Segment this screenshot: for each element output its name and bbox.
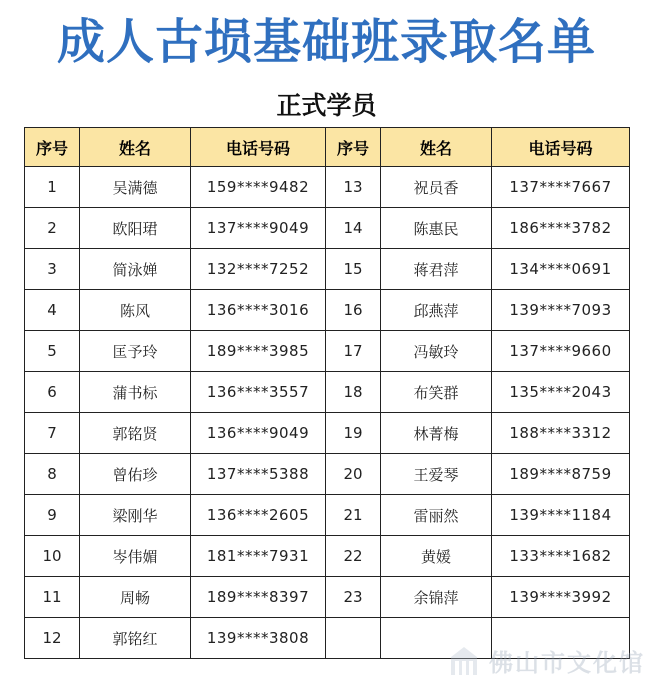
cell-phone: 136****3557 [191, 372, 326, 413]
cell-phone: 137****5388 [191, 454, 326, 495]
cell-phone: 135****2043 [492, 372, 630, 413]
cell-name: 黄媛 [381, 536, 492, 577]
cell-phone [492, 618, 630, 659]
cell-number: 18 [326, 372, 381, 413]
cell-number: 11 [25, 577, 80, 618]
column-header-phone: 电话号码 [492, 128, 630, 167]
cell-name: 布笑群 [381, 372, 492, 413]
table-row [25, 372, 630, 413]
table-row [25, 331, 630, 372]
cell-name: 曾佑珍 [80, 454, 191, 495]
cell-name: 冯敏玲 [381, 331, 492, 372]
cell-number: 20 [326, 454, 381, 495]
cell-number: 12 [25, 618, 80, 659]
table-row [25, 290, 630, 331]
cell-phone: 189****8759 [492, 454, 630, 495]
table-row [25, 208, 630, 249]
header-row [25, 128, 630, 167]
cell-number [326, 618, 381, 659]
cell-phone: 139****1184 [492, 495, 630, 536]
cell-number: 17 [326, 331, 381, 372]
cell-number: 5 [25, 331, 80, 372]
cell-name: 郭铭贤 [80, 413, 191, 454]
column-header-number: 序号 [25, 128, 80, 167]
cell-name [381, 618, 492, 659]
cell-name: 周畅 [80, 577, 191, 618]
cell-phone: 136****2605 [191, 495, 326, 536]
cell-number: 9 [25, 495, 80, 536]
cell-number: 6 [25, 372, 80, 413]
cell-name: 林菁梅 [381, 413, 492, 454]
cell-number: 16 [326, 290, 381, 331]
cell-phone: 137****7667 [492, 167, 630, 208]
cell-phone: 139****3808 [191, 618, 326, 659]
cell-name: 蒋君萍 [381, 249, 492, 290]
cell-name: 匡予玲 [80, 331, 191, 372]
cell-name: 简泳婵 [80, 249, 191, 290]
cell-phone: 132****7252 [191, 249, 326, 290]
page-title: 成人古埙基础班录取名单 [56, 14, 596, 70]
watermark-text: 佛山市文化馆 [489, 647, 645, 677]
cell-name: 邱燕萍 [381, 290, 492, 331]
cell-number: 7 [25, 413, 80, 454]
cell-number: 2 [25, 208, 80, 249]
roster-body [25, 167, 630, 659]
cell-number: 19 [326, 413, 381, 454]
column-header-phone: 电话号码 [191, 128, 326, 167]
cell-phone: 159****9482 [191, 167, 326, 208]
column-header-number: 序号 [326, 128, 381, 167]
cell-phone: 137****9660 [492, 331, 630, 372]
table-row [25, 413, 630, 454]
cell-number: 14 [326, 208, 381, 249]
cell-number: 23 [326, 577, 381, 618]
cell-phone: 134****0691 [492, 249, 630, 290]
cell-number: 1 [25, 167, 80, 208]
cell-number: 22 [326, 536, 381, 577]
cell-name: 梁刚华 [80, 495, 191, 536]
table-row [25, 249, 630, 290]
cell-phone: 139****7093 [492, 290, 630, 331]
cell-phone: 189****3985 [191, 331, 326, 372]
cell-name: 祝员香 [381, 167, 492, 208]
table-row [25, 454, 630, 495]
cell-number: 4 [25, 290, 80, 331]
cell-name: 陈惠民 [381, 208, 492, 249]
cell-phone: 181****7931 [191, 536, 326, 577]
column-header-name: 姓名 [80, 128, 191, 167]
table-row [25, 618, 630, 659]
cell-name: 雷丽然 [381, 495, 492, 536]
cell-phone: 136****9049 [191, 413, 326, 454]
table-row [25, 577, 630, 618]
column-header-name: 姓名 [381, 128, 492, 167]
page-subtitle: 正式学员 [276, 91, 377, 120]
cell-number: 15 [326, 249, 381, 290]
table-row [25, 167, 630, 208]
cell-name: 王爱琴 [381, 454, 492, 495]
cell-name: 蒲书标 [80, 372, 191, 413]
cell-name: 吴满德 [80, 167, 191, 208]
cell-phone: 133****1682 [492, 536, 630, 577]
cell-name: 岑伟媚 [80, 536, 191, 577]
cell-phone: 189****8397 [191, 577, 326, 618]
cell-phone: 188****3312 [492, 413, 630, 454]
cell-number: 3 [25, 249, 80, 290]
cell-name: 欧阳珺 [80, 208, 191, 249]
cell-phone: 186****3782 [492, 208, 630, 249]
cell-phone: 139****3992 [492, 577, 630, 618]
cell-name: 陈风 [80, 290, 191, 331]
cell-name: 余锦萍 [381, 577, 492, 618]
cell-number: 13 [326, 167, 381, 208]
table-row [25, 495, 630, 536]
cell-number: 21 [326, 495, 381, 536]
cell-phone: 136****3016 [191, 290, 326, 331]
cell-number: 10 [25, 536, 80, 577]
roster-table [24, 127, 630, 659]
cell-number: 8 [25, 454, 80, 495]
cell-name: 郭铭红 [80, 618, 191, 659]
table-row [25, 536, 630, 577]
cell-phone: 137****9049 [191, 208, 326, 249]
